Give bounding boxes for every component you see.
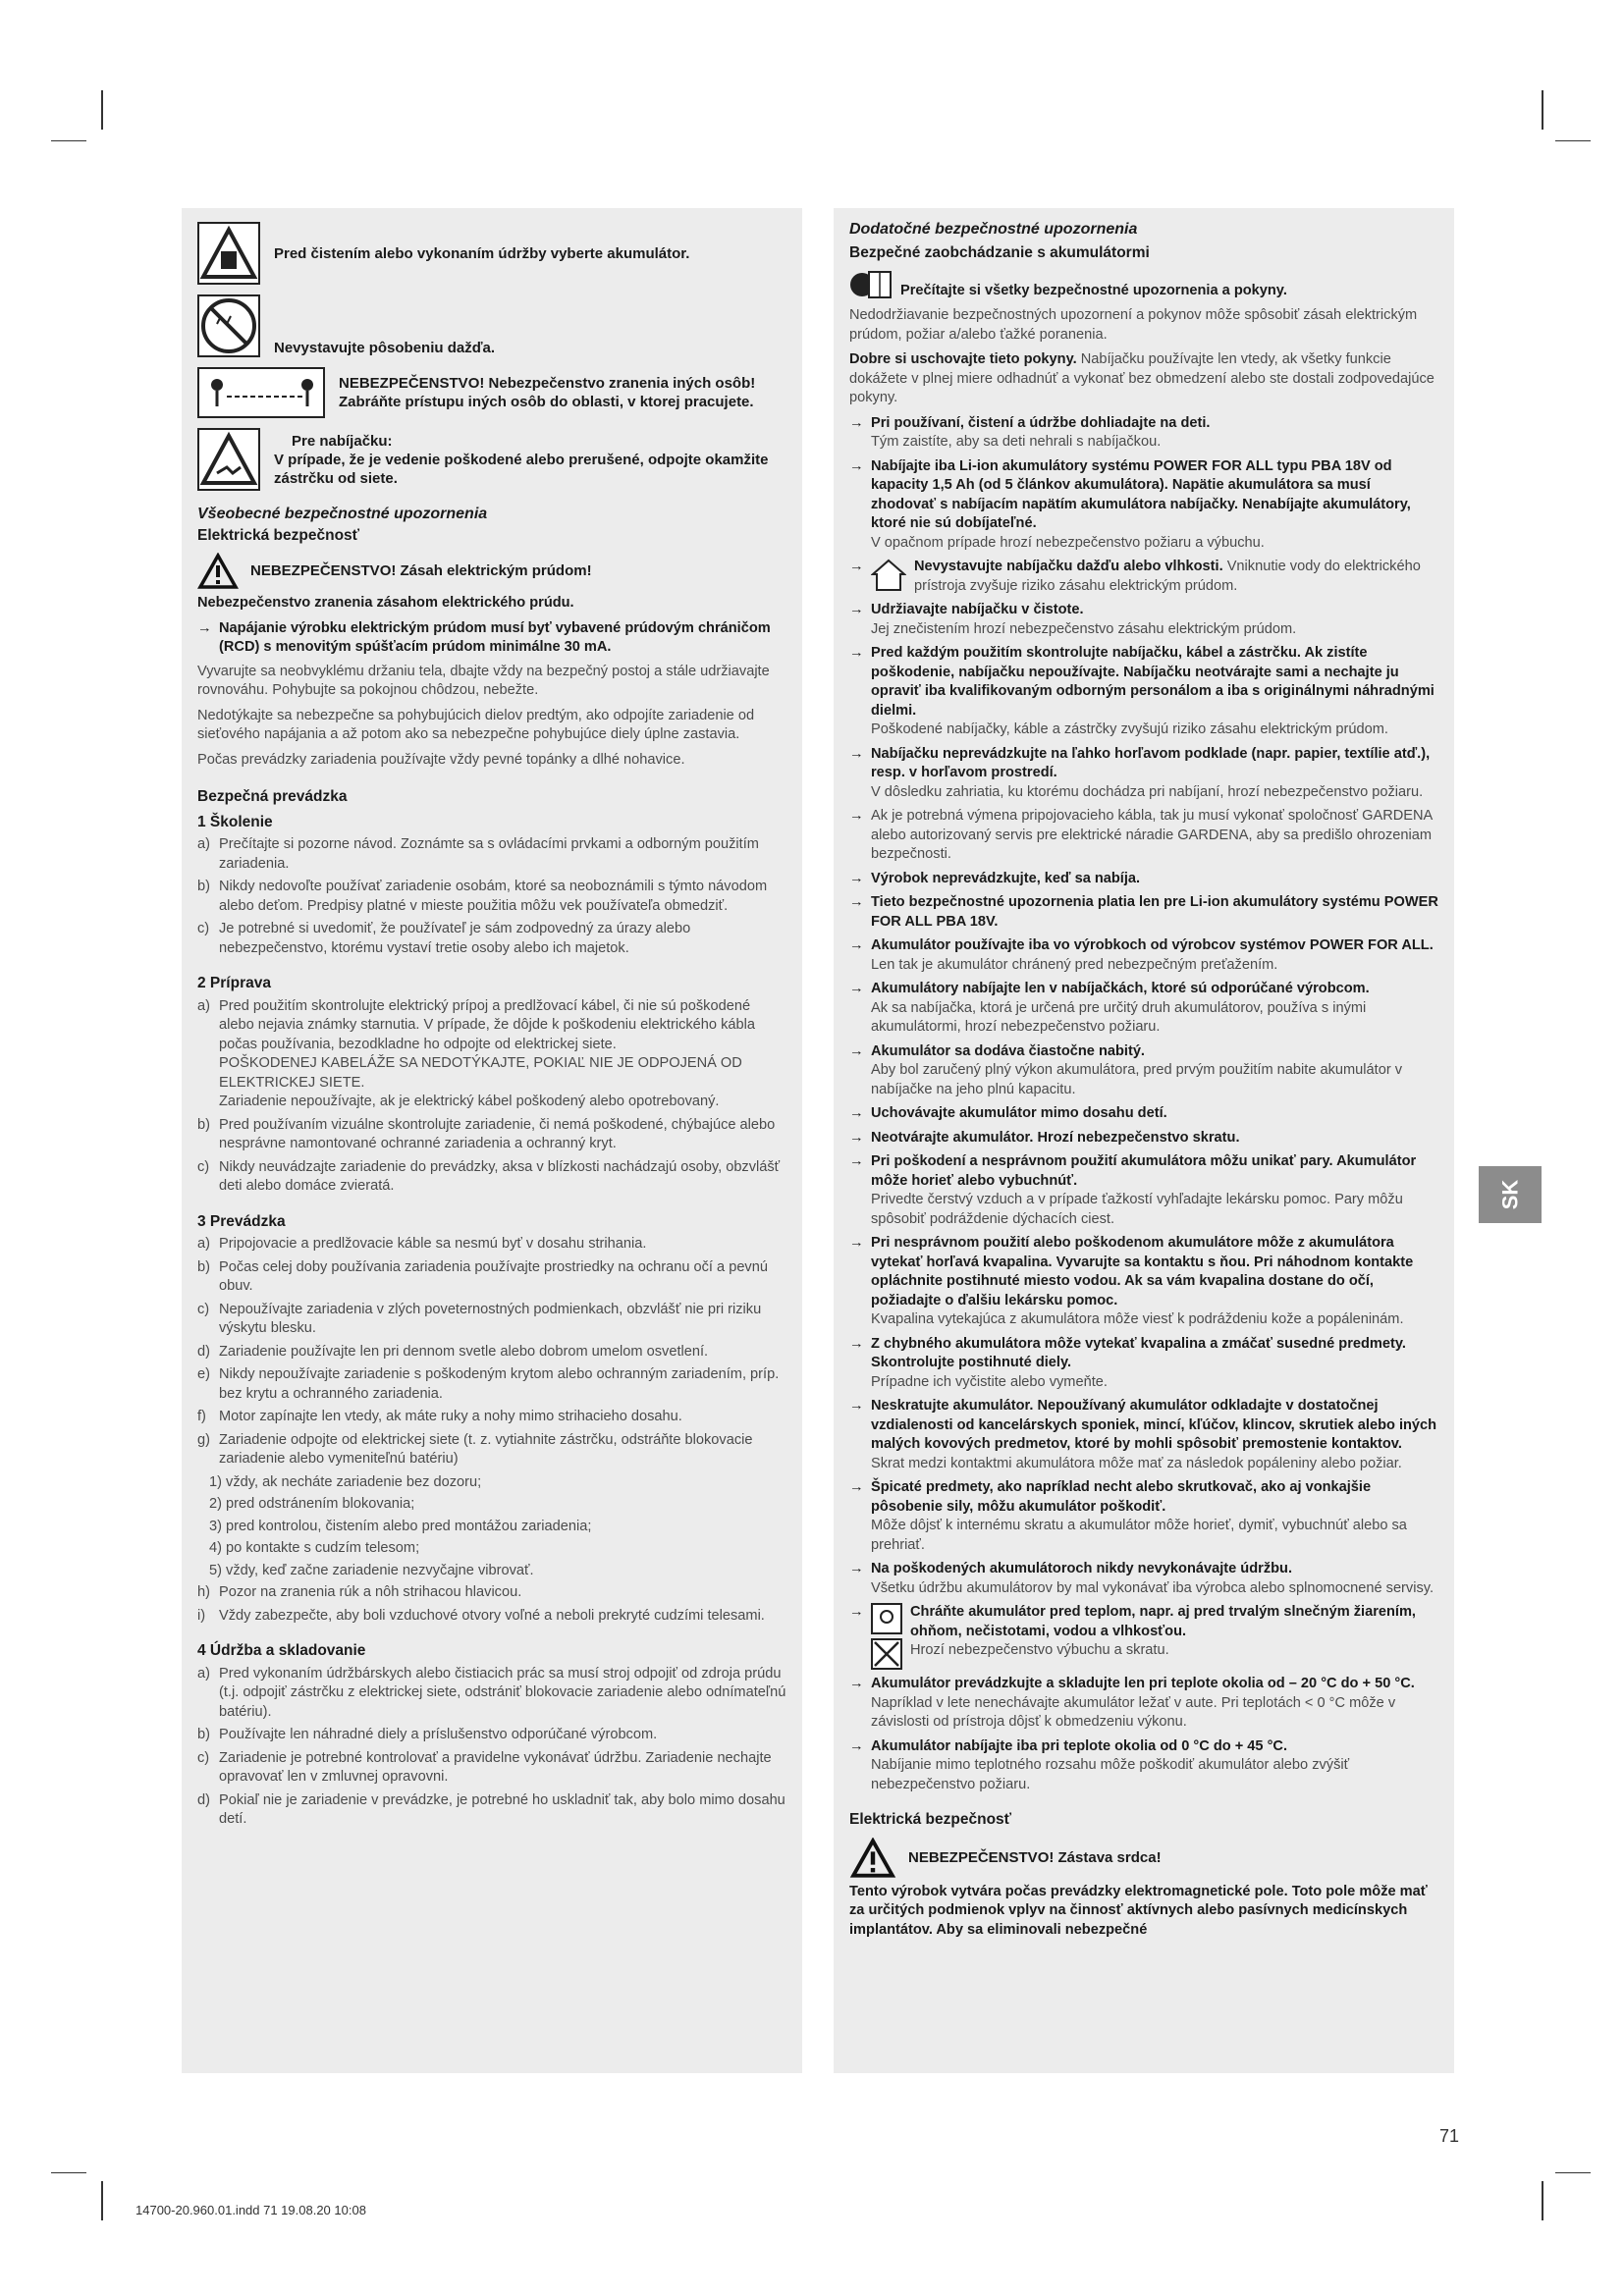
danger-triangle-icon <box>197 553 239 590</box>
numbered-heading: 2 Príprava <box>197 975 271 991</box>
arrow-icon: → <box>849 1398 864 1414</box>
instruction-item <box>849 1234 1438 1330</box>
instruction-item <box>849 601 1438 639</box>
list-item-label: c) <box>197 1301 210 1317</box>
list-item-text: Zariadenie odpojte od elektrickej siete (t. z. vytiahnite zástrčku, odstráňte blokovacie zariadenie alebo vymeniteľnú batériu) <box>219 1431 753 1467</box>
instruction-item <box>849 1560 1438 1598</box>
language-label: SK <box>1497 1179 1522 1210</box>
instruction-item <box>849 1335 1438 1393</box>
list-item-text: Nepoužívajte zariadenia v zlých poveternostných podmienkach, obzvlášť nie pri riziku výskytu blesku. <box>219 1301 762 1336</box>
list-item-label: c) <box>197 1158 210 1175</box>
bold-text: Nabíjajte iba Li-ion akumulátory systému POWER FOR ALL typu PBA 18V od kapacity 1,5 Ah (od 5 článkov akumulátora). Napätie akumulátora sa musí zhodovať s nabíjacím napätím akumulátora nabíjačky. Nenabíjajte akumulátory, ktoré nie sú dobíjateľné. <box>871 457 1411 531</box>
gray-text: V opačnom prípade hrozí nebezpečenstvo požiaru a výbuchu. <box>871 534 1265 551</box>
list-item-label: c) <box>197 921 210 936</box>
list-item-text: Nikdy nedovoľte používať zariadenie osobám, ktoré sa neoboznámili s týmto návodom alebo deťom. Predpisy platné v mieste použitia môžu vek používateľa obmedziť. <box>219 879 768 914</box>
arrow-icon: → <box>849 602 864 617</box>
list-item-label: b) <box>197 1116 210 1133</box>
sub-list-item: 3) pred kontrolou, čistením alebo pred montážou zariadenia; <box>209 1518 592 1534</box>
danger-text: NEBEZPEČENSTVO! Zástava srdca! <box>908 1848 1162 1866</box>
list-item-text: Nikdy nepoužívajte zariadenie s poškodeným krytom alebo ochranným zariadením, príp. bez krytu a ochranného zariadenia. <box>219 1366 780 1402</box>
arrow-icon: → <box>849 414 864 431</box>
instruction-item <box>849 893 1438 932</box>
warning-text: V prípade, že je vedenie poškodené alebo prerušené, odpojte okamžite zástrčku od siete. <box>274 451 769 487</box>
bold-text: Uchovávajte akumulátor mimo dosahu detí. <box>871 1105 1167 1121</box>
instruction-item <box>849 936 1438 975</box>
list-item: a) Pred použitím skontrolujte elektrický prípoj a predlžovací kábel, či nie sú poškodené alebo nejavia známky starnutia. V prípade, že dôjde k poškodeniu elektrického kábla počas používania, bezodkladne ho odpojte od elektrickej siete. POŠKODENEJ KABELÁŽE SA NEDOTÝKAJTE, POKIAĽ NIE JE ODPOJENÁ OD ELEKTRICKEJ SIETE. Zariadenie nepoužívajte, ak je elektrický kábel poškodený alebo opotrebovaný. <box>197 997 755 1109</box>
list-item <box>197 1749 786 1788</box>
instruction-item <box>849 980 1438 1038</box>
cable-damage-warning-icon <box>197 428 260 491</box>
sub-list-item: 5) vždy, keď začne zariadenie nezvyčajne vibrovať. <box>209 1562 534 1578</box>
subsection-heading: Elektrická bezpečnosť <box>849 1811 1012 1828</box>
list-item-text: Pripojovacie a predlžovacie káble sa nesmú byť v dosahu strihania. <box>219 1236 647 1252</box>
arrow-icon: → <box>849 645 864 661</box>
warning-charger-cable <box>197 428 786 491</box>
bold-text: Pri poškodení a nesprávnom použití akumulátora môžu unikať pary. Akumulátor môže horieť alebo vybuchnúť. <box>871 1153 1417 1189</box>
subsection-heading: Elektrická bezpečnosť <box>197 526 360 544</box>
list-item <box>197 1158 786 1197</box>
arrow-icon: → <box>849 1561 864 1576</box>
right-column <box>834 208 1454 2073</box>
numbered-heading: 4 Údržba a skladovanie <box>197 1642 366 1659</box>
list-item-text: Zariadenie nepoužívajte, ak je elektrický kábel poškodený alebo opotrebovaný. <box>219 1094 720 1109</box>
list-item-text: Pred používaním vizuálne skontrolujte zariadenie, či nemá poškodené, chýbajúce alebo nesprávne namontované ochranné zariadenia a ochranný kryt. <box>219 1116 776 1151</box>
list-item-label: i) <box>197 1607 206 1624</box>
instruction-item <box>849 457 1438 554</box>
gray-text: Tým zaistíte, aby sa deti nehrali s nabíjačkou. <box>871 434 1162 450</box>
instruction-item <box>849 1675 1438 1733</box>
instruction-item <box>849 1737 1438 1795</box>
bystander-distance-icon <box>197 367 325 418</box>
left-column <box>182 208 802 2073</box>
arrow-icon: → <box>849 894 864 910</box>
list-item <box>197 1408 786 1427</box>
arrow-icon: → <box>849 808 864 824</box>
arrow-icon: → <box>849 1479 864 1495</box>
list-item <box>197 1583 786 1603</box>
instruction-item <box>849 1129 1438 1148</box>
indoor-use-icon <box>871 558 906 593</box>
bold-text: Z chybného akumulátora môže vytekať kvapalina a zmáčať susedné predmety. Skontrolujte postihnuté diely. <box>871 1335 1406 1370</box>
gray-text: Privedte čerstvý vzduch a v prípade ťažkostí vyhľadajte lekársku pomoc. Pary môžu spôsobiť podráždenie dýchacích ciest. <box>871 1192 1403 1227</box>
battery-instructions <box>849 414 1438 554</box>
list-item <box>197 1791 786 1830</box>
bold-text: Nabíjačku neprevádzkujte na ľahko horľavom podklade (napr. papier, textílie atď.), resp. v horľavom prostredí. <box>871 745 1431 780</box>
warning-remove-battery <box>197 222 786 285</box>
instruction-item <box>849 1042 1438 1100</box>
sub-list-item: 1) vždy, ak necháte zariadenie bez dozoru; <box>209 1473 482 1490</box>
list-item-text: Počas celej doby používania zariadenia používajte prostriedky na ochranu očí a pevnú obuv. <box>219 1258 768 1294</box>
list-item <box>197 1726 786 1745</box>
instruction-text: Prečítajte si všetky bezpečnostné upozornenia a pokyny. <box>900 283 1287 298</box>
list-item-text: Nikdy neuvádzajte zariadenie do prevádzky, aksa v blízkosti nachádzajú osoby, obzvlášť deti alebo domáce zvieratá. <box>219 1158 781 1194</box>
list-item-text: Vždy zabezpečte, aby boli vzduchové otvory voľné a neboli prekryté cudzími telesami. <box>219 1607 765 1624</box>
paragraph <box>849 350 1438 408</box>
danger-electric <box>197 553 786 590</box>
gray-text: Môže dôjsť k internému skratu a akumulátor môže horieť, dymiť, vybuchnúť alebo sa prehriať. <box>871 1518 1407 1553</box>
bold-text: Dobre si uschovajte tieto pokyny. <box>849 351 1077 367</box>
list-item-text: Prečítajte si pozorne návod. Zoznámte sa s ovládacími prvkami a odborným použitím zariadenia. <box>219 836 759 872</box>
list-item <box>197 1235 786 1255</box>
heat-instruction <box>849 1603 1438 1670</box>
instruction-item <box>849 1104 1438 1124</box>
arrow-icon: → <box>849 1676 864 1691</box>
list-maintenance <box>197 1665 786 1830</box>
arrow-icon: → <box>849 1042 864 1059</box>
list-item-label: a) <box>197 1236 210 1252</box>
arrow-icon: → <box>849 1153 864 1169</box>
danger-text: NEBEZPEČENSTVO! Zásah elektrickým prúdom! <box>250 562 592 580</box>
list-item-label: f) <box>197 1409 206 1424</box>
list-preparation <box>197 1116 786 1197</box>
read-instructions <box>849 268 1438 301</box>
arrow-icon: → <box>849 1737 864 1754</box>
list-item <box>197 1431 786 1469</box>
gray-text: Nabíjačku používajte len vtedy, ak všetky funkcie dokážete v plnej miere odhadnúť a vykonať bez obmedzení alebo ste dostali zodpovedajúce pokyny. <box>849 351 1435 405</box>
arrow-icon: → <box>197 619 212 636</box>
gray-text: Len tak je akumulátor chránený pred nebezpečným preťažením. <box>871 956 1278 973</box>
list-item <box>197 1365 786 1404</box>
danger-triangle-icon <box>849 1838 896 1879</box>
warning-text: Pred čistením alebo vykonaním údržby vyberte akumulátor. <box>274 244 690 262</box>
list-operation-sub <box>197 1473 786 1581</box>
gray-text: Vniknutie vody do elektrického prístroja zvyšuje riziko zásahu elektrickým prúdom. <box>914 559 1421 594</box>
arrow-icon: → <box>849 1129 864 1146</box>
arrow-icon: → <box>849 1604 864 1620</box>
list-item-label: e) <box>197 1366 210 1382</box>
list-item <box>197 1665 786 1723</box>
list-item <box>197 1343 786 1362</box>
bold-text: Pred každým použitím skontrolujte nabíjačku, kábel a zástrčku. Ak zistíte poškodenie, nabíjačku nepoužívajte. Nabíjačku neotvárajte sami a nechajte ju opraviť iba kvalifikovaným odborným personálom a iba s originálnymi náhradnými dielmi. <box>871 645 1435 719</box>
arrow-icon: → <box>849 981 864 996</box>
list-item-label: c) <box>197 1749 210 1766</box>
instruction-item <box>849 414 1438 453</box>
gray-text: Nabíjanie mimo teplotného rozsahu môže poškodiť akumulátor alebo zvýšiť nebezpečenstvo požiaru. <box>871 1757 1350 1792</box>
list-item-label: b) <box>197 1727 210 1742</box>
instruction-text: Napájanie výrobku elektrickým prúdom musí byť vybavené prúdovým chráničom (RCD) s menovitým spúšťacím prúdom minimálne 30 mA. <box>219 619 771 655</box>
list-item <box>197 1116 786 1154</box>
arrow-icon: → <box>849 559 864 574</box>
list-item-text: Pokiaľ nie je zariadenie v prevádzke, je potrebné ho uskladniť tak, aby bolo mimo dosahu detí. <box>219 1791 785 1827</box>
arrow-icon: → <box>849 745 864 762</box>
arrow-icon: → <box>849 1335 864 1352</box>
rain-instruction <box>849 558 1438 596</box>
list-item-label: b) <box>197 1258 210 1275</box>
list-item-text: Pred použitím skontrolujte elektrický prípoj a predlžovací kábel, či nie sú poškodené alebo nejavia známky starnutia. V prípade, že dôjde k poškodeniu elektrického kábla počas používania, bezodkladne ho odpojte od elektrickej siete. <box>219 997 755 1052</box>
language-tab <box>1479 1166 1542 1223</box>
paragraph: Tento výrobok vytvára počas prevádzky elektromagnetické pole. Toto pole môže mať za určitých podmienok vplyv na činnosť aktívnych alebo pasívnych medicínskych implantátov. Aby sa eliminovali nebezpečné <box>849 1883 1428 1938</box>
caps-warning: POŠKODENEJ KABELÁŽE SA NEDOTÝKAJTE, POKIAĽ NIE JE ODPOJENÁ OD ELEKTRICKEJ SIETE. <box>219 1055 742 1091</box>
list-item-text: Je potrebné si uvedomiť, že používateľ je sám zodpovedný za úrazy alebo nebezpečenstvo, ktorému vystaví tretie osoby alebo ich majetok. <box>219 921 691 956</box>
arrow-icon: → <box>849 1105 864 1121</box>
list-operation-more <box>197 1583 786 1626</box>
list-item-text: Pozor na zranenia rúk a nôh strihacou hlavicou. <box>219 1584 522 1600</box>
list-item <box>197 1258 786 1297</box>
list-item-label: a) <box>197 1665 210 1682</box>
gray-text: Jej znečistením hrozí nebezpečenstvo zásahu elektrickým prúdom. <box>871 620 1297 637</box>
bold-text: Pri nesprávnom použití alebo poškodenom akumulátore môže z akumulátora vytekať horľavá kvapalina. Vyvarujte sa kontaktu s ňou. Pri náhodnom kontakte opláchnite postihnuté miesto vodou. Ak sa vám kvapalina dostane do očí, požiadajte o ďalšiu lekársku pomoc. <box>871 1235 1414 1308</box>
instruction-item <box>849 807 1438 865</box>
bold-text: Tieto bezpečnostné upozornenia platia len pre Li-ion akumulátory systému POWER FOR ALL PBA 18V. <box>871 894 1438 930</box>
list-item-text: Pred vykonaním údržbárskych alebo čistiacich prác sa musí stroj odpojiť od zdroja prúdu (t.j. odpojiť zástrčku z elektrickej siete, odstrániť blokovacie zariadenie alebo odnímateľnú batériu). <box>219 1665 786 1720</box>
bold-text: Na poškodených akumulátoroch nikdy nevykonávajte údržbu. <box>871 1561 1292 1576</box>
warning-text: Nevystavujte pôsobeniu dažďa. <box>274 340 496 356</box>
gray-text: Všetku údržbu akumulátorov by mal vykonávať iba výrobca alebo splnomocnené servisy. <box>871 1579 1435 1596</box>
heat-sun-icon <box>871 1603 902 1634</box>
list-item <box>197 835 786 874</box>
subsection-heading: Bezpečné zaobchádzanie s akumulátormi <box>849 243 1150 261</box>
numbered-heading: 1 Školenie <box>197 813 273 830</box>
bold-text: Výrobok neprevádzkujte, keď sa nabíja. <box>871 870 1141 886</box>
paragraph: Počas prevádzky zariadenia používajte vždy pevné topánky a dlhé nohavice. <box>197 751 685 768</box>
list-item-text: Zariadenie je potrebné kontrolovať a pravidelne vykonávať údržbu. Zariadenie nechajte opravovať len v zmluvnej opravovni. <box>219 1749 772 1785</box>
bold-text: Neskratujte akumulátor. Nepoužívaný akumulátor odkladajte v dostatočnej vzdialenosti od kancelárskych sponiek, mincí, kľúčov, klincov, skrutiek alebo iných malých kovových predmetov, ktoré by mohli spôsobiť premostenie kontaktov. <box>871 1398 1437 1452</box>
no-rain-icon <box>197 294 260 357</box>
instruction-item <box>849 1397 1438 1473</box>
list-item-label: h) <box>197 1584 210 1600</box>
warning-rain <box>197 294 786 357</box>
gray-text: Aby bol zaručený plný výkon akumulátora, pred prvým použitím nabite akumulátor v nabíjačke na jeho plnú kapacitu. <box>871 1062 1403 1097</box>
list-item <box>197 1301 786 1339</box>
list-item-label: d) <box>197 1791 210 1808</box>
list-item-label: g) <box>197 1431 210 1448</box>
bold-text: Akumulátor nabíjajte iba pri teplote okolia od 0 °C do + 45 °C. <box>871 1737 1288 1754</box>
bold-text: Nevystavujte nabíjačku dažďu alebo vlhkosti. <box>914 559 1223 574</box>
bold-text: Akumulátor sa dodáva čiastočne nabitý. <box>871 1042 1145 1059</box>
instruction-item <box>849 1152 1438 1229</box>
gray-text: Skrat medzi kontaktmi akumulátora môže mať za následok popáleniny alebo požiar. <box>871 1455 1402 1471</box>
list-item-label: a) <box>197 836 210 852</box>
list-item <box>197 878 786 916</box>
section-heading: Dodatočné bezpečnostné upozornenia <box>849 221 1138 238</box>
list-training <box>197 835 786 958</box>
page-number: 71 <box>1439 2126 1460 2146</box>
bold-text: Chráňte akumulátor pred teplom, napr. aj pred trvalým slnečným žiarením, ohňom, nečistotami, vodou a vlhkosťou. <box>910 1604 1416 1639</box>
list-item-text: Zariadenie používajte len pri dennom svetle alebo dobrom umelom osvetlení. <box>219 1343 709 1360</box>
instruction-item <box>849 745 1438 803</box>
warning-bystanders <box>197 367 786 418</box>
read-manual-icon <box>849 268 893 301</box>
list-operation <box>197 1235 786 1469</box>
battery-instructions-3 <box>849 1675 1438 1794</box>
bold-text: Akumulátory nabíjajte len v nabíjačkách, ktoré sú odporúčané výrobcom. <box>871 981 1370 996</box>
battery-instructions-2 <box>849 601 1438 1598</box>
list-item <box>197 920 786 958</box>
gray-text: Kvapalina vytekajúca z akumulátora môže viesť k podráždeniu kože a popáleninám. <box>871 1311 1404 1327</box>
gray-text: Ak je potrebná výmena pripojovacieho kábla, tak ju musí vykonať spoločnosť GARDENA alebo autorizovaný servis pre elektrické náradie GARDENA, aby sa predišlo ohrozeniam bezpečnosti. <box>871 808 1433 862</box>
paragraph: Nedotýkajte sa nebezpečne sa pohybujúcich dielov predtým, ako odpojíte zariadenie od sieťového napájania a až potom ako sa nebezpečne pohybujúce diely úplne zastavia. <box>197 707 755 742</box>
list-item-text: Používajte len náhradné diely a príslušenstvo odporúčané výrobcom. <box>219 1727 658 1742</box>
instruction-item <box>849 644 1438 740</box>
instruction-item <box>849 870 1438 889</box>
bold-text: Akumulátor používajte iba vo výrobkoch od výrobcov systémov POWER FOR ALL. <box>871 937 1434 953</box>
bold-text: Akumulátor prevádzkujte a skladujte len pri teplote okolia od – 20 °C do + 50 °C. <box>871 1676 1415 1691</box>
section-heading: Všeobecné bezpečnostné upozornenia <box>197 506 488 522</box>
gray-text: V dôsledku zahriatia, ku ktorému dochádza pri nabíjaní, hrozí nebezpečenstvo požiaru. <box>871 783 1424 800</box>
list-item-label: b) <box>197 879 210 894</box>
bold-text: Udržiavajte nabíjačku v čistote. <box>871 602 1084 617</box>
warning-text: NEBEZPEČENSTVO! Nebezpečenstvo zranenia iných osôb! Zabráňte prístupu iných osôb do oblasti, v ktorej pracujete. <box>339 375 756 410</box>
list-item-label: d) <box>197 1343 210 1360</box>
list-item-text: Motor zapínajte len vtedy, ak máte ruky a nohy mimo strihacieho dosahu. <box>219 1409 682 1424</box>
danger-heart <box>849 1838 1438 1879</box>
paragraph: Vyvarujte sa neobvyklému držaniu tela, dbajte vždy na bezpečný postoj a stále udržiavajte rovnováhu. Pohybujte sa pokojnou chôdzou, nebežte. <box>197 663 770 698</box>
charger-heading: Pre nabíjačku: <box>292 432 393 450</box>
bold-text: Špicaté predmety, ako napríklad necht alebo skrutkovač, ako aj vonkajšie pôsobenie sily, môžu akumulátor poškodiť. <box>871 1479 1372 1515</box>
sub-list-item: 2) pred odstránením blokovania; <box>209 1496 415 1512</box>
sub-list-item: 4) po kontakte s cudzím telesom; <box>209 1540 420 1556</box>
gray-text: Poškodené nabíjačky, káble a zástrčky zvyšujú riziko zásahu elektrickým prúdom. <box>871 721 1388 737</box>
arrow-icon: → <box>849 457 864 474</box>
rcd-instruction <box>197 619 786 658</box>
bold-text: Neotvárajte akumulátor. Hrozí nebezpečenstvo skratu. <box>871 1129 1240 1146</box>
instruction-item <box>849 1478 1438 1555</box>
list-item <box>197 1607 786 1627</box>
arrow-icon: → <box>849 937 864 953</box>
numbered-heading: 3 Prevádzka <box>197 1212 286 1230</box>
risk-text: Nebezpečenstvo zranenia zásahom elektrického prúdu. <box>197 595 574 611</box>
gray-text: Prípadne ich vyčistite alebo vymeňte. <box>871 1373 1108 1390</box>
gray-text: Napríklad v lete nenechávajte akumulátor ležať v aute. Pri teplotách < 0 °C môže v závislosti od prístroja dôjsť k obmedzeniu výkonu. <box>871 1694 1396 1730</box>
subsection-heading: Bezpečná prevádzka <box>197 788 348 805</box>
paragraph: Nedodržiavanie bezpečnostných upozornení a pokynov môže spôsobiť zásah elektrickým prúdom, požiar a/alebo ťažké poranenia. <box>849 307 1418 343</box>
no-fire-icon <box>871 1638 902 1670</box>
triangle-warning-icon <box>197 222 260 285</box>
arrow-icon: → <box>849 1235 864 1251</box>
print-footer: 14700-20.960.01.indd 71 19.08.20 10:08 <box>135 2203 366 2217</box>
arrow-icon: → <box>849 870 864 886</box>
bold-text: Pri používaní, čistení a údržbe dohliadajte na deti. <box>871 414 1211 431</box>
gray-text: Hrozí nebezpečenstvo výbuchu a skratu. <box>910 1642 1169 1658</box>
gray-text: Ak sa nabíjačka, ktorá je určená pre určitý druh akumulátorov, používa s inými akumulátormi, hrozí nebezpečenstvo požiaru. <box>871 999 1367 1035</box>
